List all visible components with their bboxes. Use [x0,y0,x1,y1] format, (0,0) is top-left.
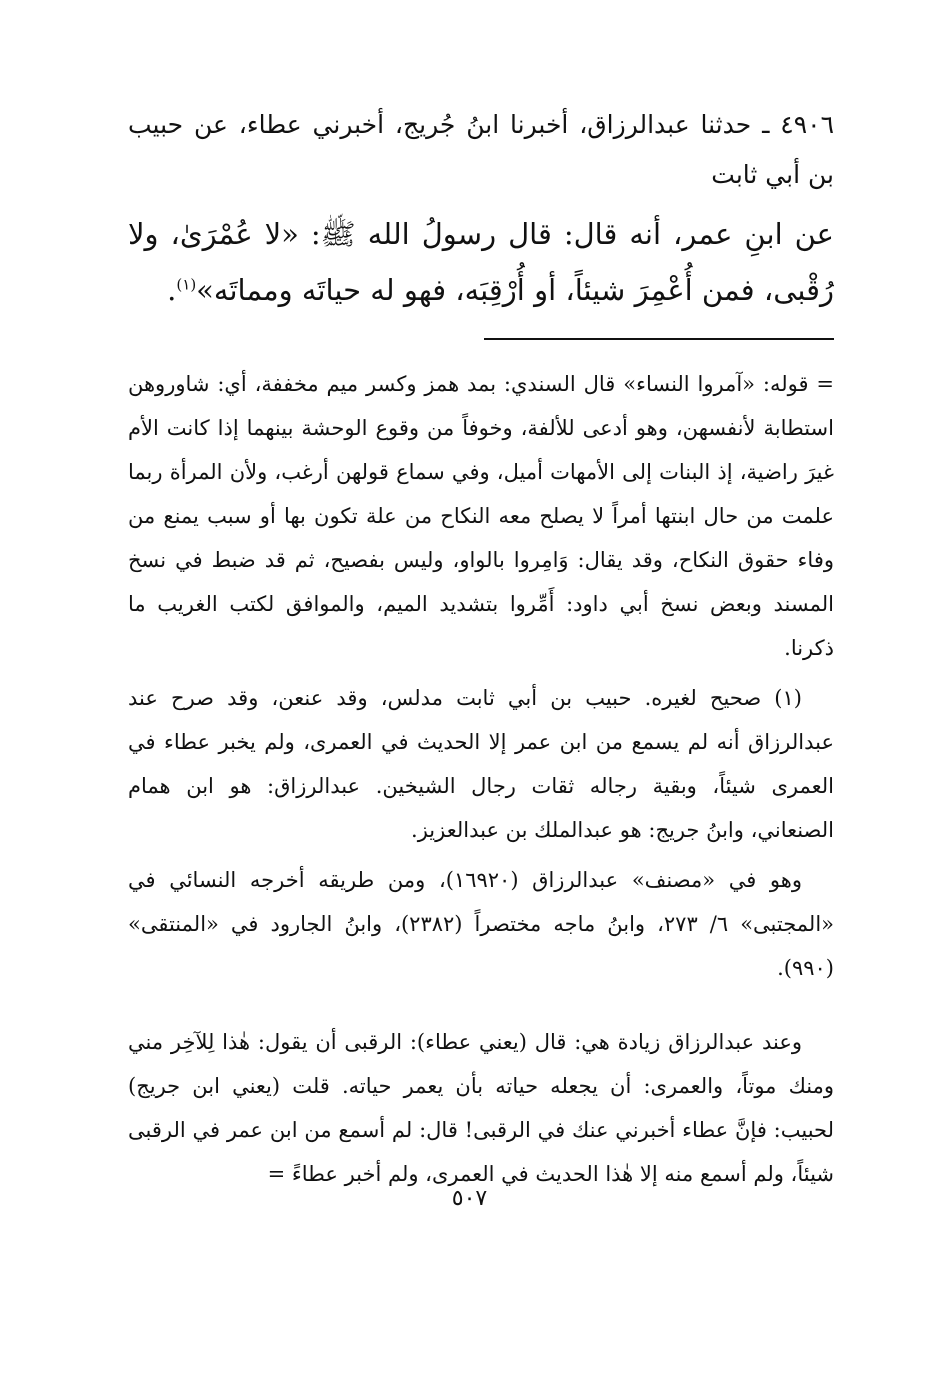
hadith-matn-text: عن ابنِ عمر، أنه قال: قال رسولُ الله ﷺ: «لا عُمْرَىٰ، ولا رُقْبى، فمن أُعْمِرَ شيئاً، أو أُرْقِبَه، فهو له حياتَه ومماتَه» [128,217,834,307]
footnote-reference: (١) [176,275,197,294]
hadith-end-mark: . [167,273,177,307]
page-body [128,100,834,1202]
hadith-matn [128,206,834,318]
hadith-isnad: ٤٩٠٦ ـ حدثنا عبدالرزاق، أخبرنا ابنُ جُريج، أخبرني عطاء، عن حبيب بن أبي ثابت [128,110,834,189]
paragraph-gap [128,996,834,1020]
footnote-continuation: = قوله: «آمروا النساء» قال السندي: بمد همز وكسر ميم مخففة، أي: شاوروهن استطابة لأنفسهن، وهو أدعى للألفة، وخوفاً من وقوع الوحشة بينهما إذا كانت الأم غيرَ راضية، إذ البنات إلى الأمهات أميل، وفي سماع قولهن أرغب، ولأن المرأة ربما علمت من حال ابنتها أمراً لا يصلح معه النكاح من علة تكون بها أو سبب يمنع من وفاء حقوق النكاح، وقد يقال: وَامِروا بالواو، وليس بفصيح، ثم قد ضبط في نسخ المسند وبعض نسخ أبي داود: أَمِّروا بتشديد الميم، والموافق لكتب الغريب ما ذكرنا. [128,372,834,660]
footnote-1-sources: وهو في «مصنف» عبدالرزاق (١٦٩٢٠)، ومن طريقه أخرجه النسائي في «المجتبى» ٦/ ٢٧٣، وابنُ ماجه مختصراً (٢٣٨٢)، وابنُ الجارود في «المنتقى» (٩٩٠). [128,868,834,980]
page-number: ٥٠٧ [451,1186,488,1211]
footnote-1: (١) صحيح لغيره. حبيب بن أبي ثابت مدلس، وقد عنعن، وقد صرح عند عبدالرزاق أنه لم يسمع من ابن عمر إلا الحديث في العمرى، ولم يخبر عطاء في العمرى شيئاً، وبقية رجاله ثقات رجال الشيخين. عبدالرزاق: هو ابن همام الصنعاني، وابنُ جريج: هو عبدالملك بن عبدالعزيز. [128,686,834,842]
footnote-1-addition: وعند عبدالرزاق زيادة هي: قال (يعني عطاء): الرقبى أن يقول: هٰذا لِلآخِر مني ومنك موتاً، والعمرى: أن يجعله حياته بأن يعمر حياته. قلت (يعني ابن جريج) لحبيب: فإنَّ عطاء أخبرني عنك في الرقبى! قال: لم أسمع من ابن عمر في الرقبى شيئاً، ولم أسمع منه إلا هٰذا الحديث في العمرى، ولم أخبر عطاءً = [128,1030,834,1186]
footnote-separator [484,338,834,340]
